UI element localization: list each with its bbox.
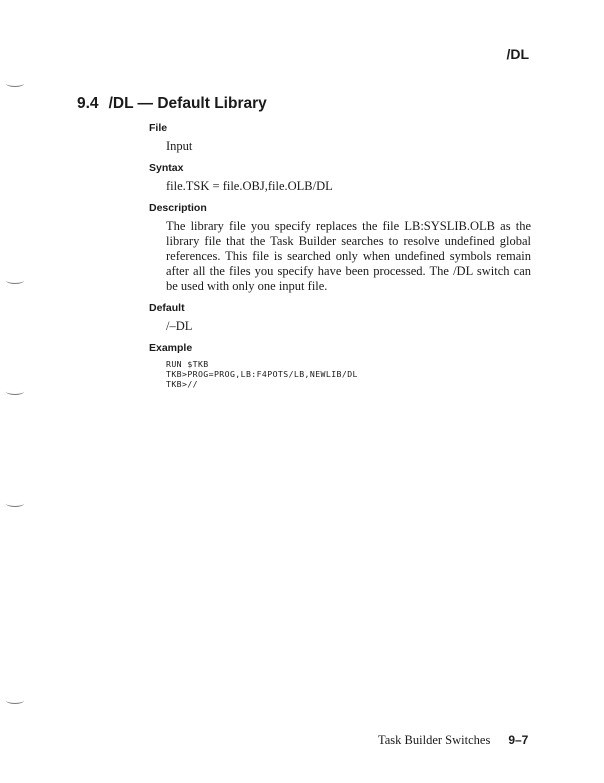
syntax-heading: Syntax <box>149 162 184 174</box>
page-footer <box>378 733 528 748</box>
example-line: RUN $TKB <box>166 359 209 369</box>
description-text: The library file you specify replaces the file LB:SYSLIB.OLB as the library file that the Task Builder searches to resolve undefined global references. This file is searched only when undefined symbols remain after all the files you specify have been processed. The /DL switch can be used with only one input file. <box>166 219 531 293</box>
binder-hole-mark <box>6 500 24 507</box>
page-number: 9–7 <box>508 733 529 747</box>
running-head: /DL <box>506 46 529 62</box>
file-value: Input <box>166 139 193 153</box>
content <box>149 122 531 389</box>
section-title-text: /DL — Default Library <box>108 95 267 112</box>
footer-section-name: Task Builder Switches <box>378 733 491 747</box>
section-title <box>77 95 267 113</box>
example-code <box>166 359 531 389</box>
section-number: 9.4 <box>77 95 99 112</box>
binder-hole-mark <box>6 80 24 87</box>
example-line: TKB>// <box>166 379 198 389</box>
binder-hole-mark <box>6 277 24 284</box>
example-heading: Example <box>149 342 193 354</box>
example-line: TKB>PROG=PROG,LB:F4POTS/LB,NEWLIB/DL <box>166 369 358 379</box>
syntax-value: file.TSK = file.OBJ,file.OLB/DL <box>166 179 333 193</box>
binder-hole-mark <box>6 697 24 704</box>
binder-hole-mark <box>6 388 24 395</box>
default-value: /–DL <box>166 319 193 333</box>
default-heading: Default <box>149 302 185 314</box>
description-heading: Description <box>149 202 207 214</box>
file-heading: File <box>149 122 168 134</box>
